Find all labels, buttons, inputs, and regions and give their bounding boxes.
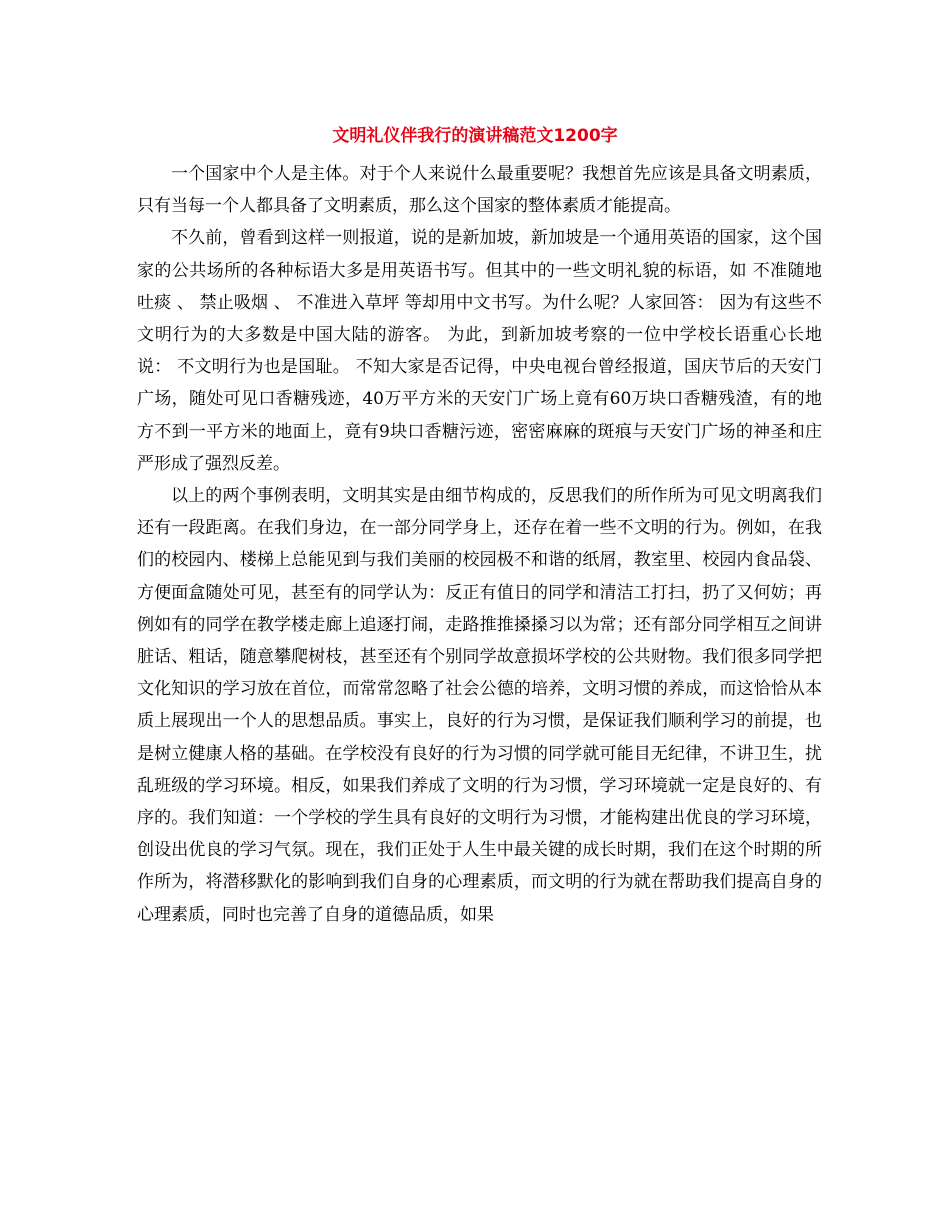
document-title: 文明礼仪伴我行的演讲稿范文1200字 [332, 126, 618, 146]
paragraph-3: 以上的两个事例表明，文明其实是由细节构成的，反思我们的所作所为可见文明离我们还有一段距离。在我们身边，在一部分同学身上，还存在着一些不文明的行为。例如，在我们的校园内、楼梯上总能见到与我们美丽的校园极不和谐的纸屑，教室里、校园内食品袋、方便面盒随处可见，甚至有的同学认为：反正有值日的同学和清洁工打扫，扔了又何妨；再例如有的同学在教学楼走廊上追逐打闹，走路推推搡搡习以为常；还有部分同学相互之间讲脏话、粗话，随意攀爬树枝，甚至还有个别同学故意损坏学校的公共财物。我们很多同学把文化知识的学习放在首位，而常常忽略了社会公德的培养，文明习惯的养成，而这恰恰从本质上展现出一个人的思想品质。事实上，良好的行为习惯，是保证我们顺利学习的前提，也是树立健康人格的基础。在学校没有良好的行为习惯的同学就可能目无纪律，不讲卫生，扰乱班级的学习环境。相反，如果我们养成了文明的行为习惯，学习环境就一定是良好的、有序的。我们知道：一个学校的学生具有良好的文明行为习惯，才能构建出优良的学习环境，创设出优良的学习气氛。现在，我们正处于人生中最关键的成长时期，我们在这个时期的所作所为，将潜移默化的影响到我们自身的心理素质，而文明的行为就在帮助我们提高自身的心理素质，同时也完善了自身的道德品质，如果 [137, 486, 822, 925]
paragraph-1: 一个国家中个人是主体。对于个人来说什么最重要呢？我想首先应该是具备文明素质，只有当每一个人都具备了文明素质，那么这个国家的整体素质才能提高。 [137, 164, 822, 217]
paragraph-2: 不久前，曾看到这样一则报道，说的是新加坡，新加坡是一个通用英语的国家，这个国家的公共场所的各种标语大多是用英语书写。但其中的一些文明礼貌的标语，如 不准随地吐痰 、 禁止吸烟 、 不准进入草坪 等却用中文书写。为什么呢？人家回答： 因为有这些不文明行为的大多数是中国大陆的游客。 为此，到新加坡考察的一位中学校长语重心长地说： 不文明行为也是国耻。 不知大家是否记得，中央电视台曾经报道，国庆节后的天安门广场，随处可见口香糖残迹，40万平方米的天安门广场上竟有60万块口香糖残渣，有的地方不到一平方米的地面上，竟有9块口香糖污迹，密密麻麻的斑痕与天安门广场的神圣和庄严形成了强烈反差。 [137, 228, 822, 474]
document-body [137, 158, 822, 931]
